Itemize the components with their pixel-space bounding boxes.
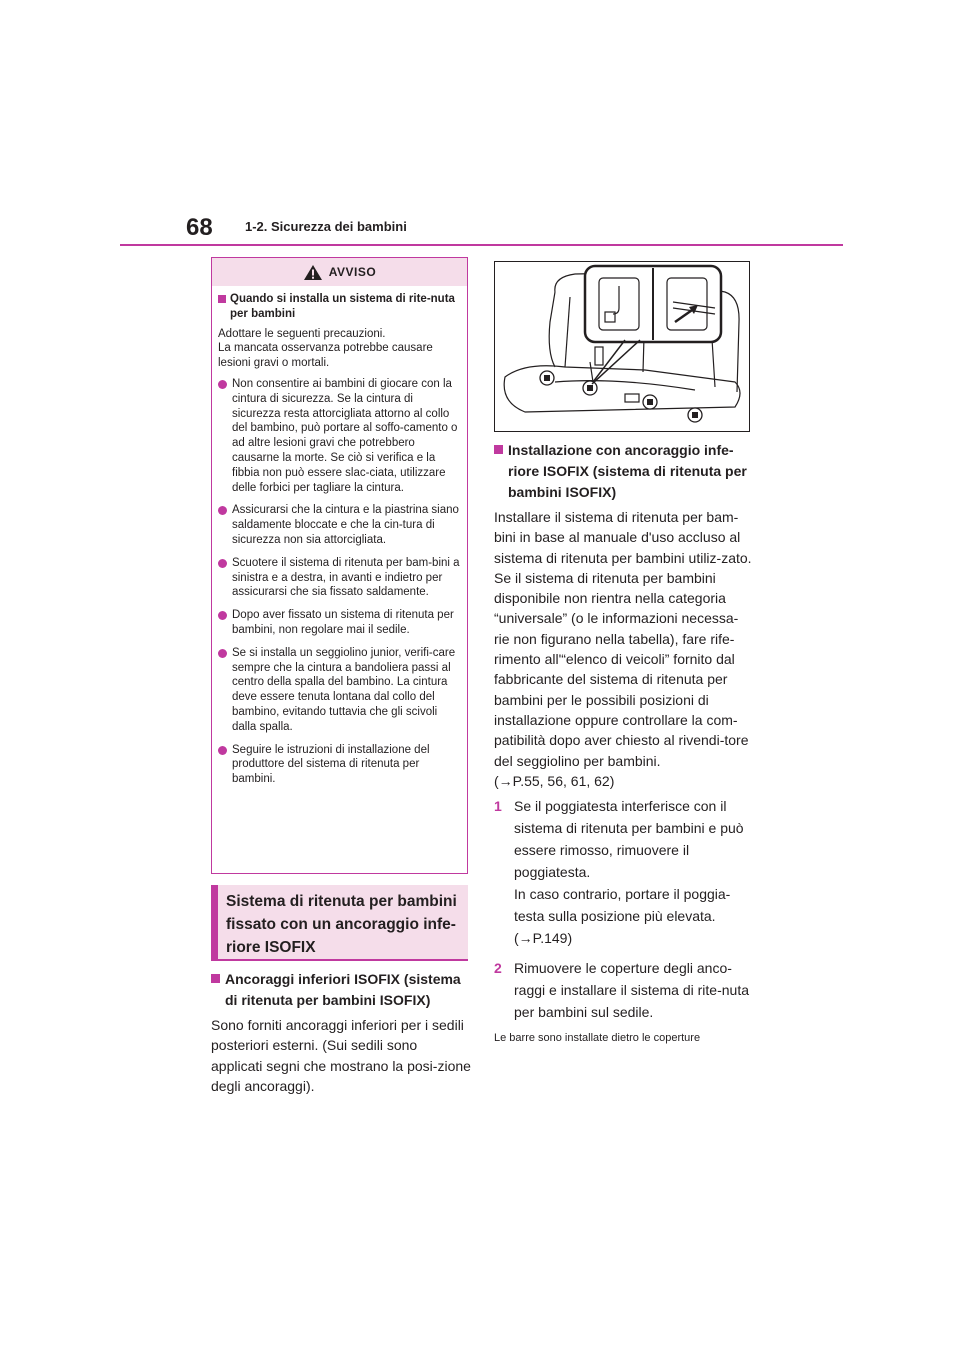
warning-triangle-icon xyxy=(303,264,323,281)
right-column xyxy=(494,440,752,1045)
square-bullet-icon xyxy=(494,445,503,454)
warning-item-text: Assicurarsi che la cintura e la piastrina siano saldamente bloccate e che la cin-tura di sicurezza non sia attorcigliata. xyxy=(232,504,459,546)
isofix-illustration xyxy=(494,261,750,432)
warning-item-text: Scuotere il sistema di ritenuta per bam-bini a sinistra e a destra, in avanti e indietro per assicurarsi che sia fissato saldamente. xyxy=(232,556,460,599)
warning-item xyxy=(218,608,461,638)
bullet-dot-icon xyxy=(218,611,227,620)
warning-item xyxy=(218,646,461,735)
warning-box xyxy=(211,257,468,874)
warning-item xyxy=(218,743,461,787)
step-text: Se il poggiatesta interferisce con il sistema di ritenuta per bambini e può essere rimosso, rimuovere il poggiatesta. In caso contrario, portare il poggia-testa sulla posizione più elevata. (→P.149) xyxy=(514,798,744,947)
figure-caption: Le barre sono installate dietro le coperture xyxy=(494,1032,701,1045)
warning-intro: Adottare le seguenti precauzioni. La mancata osservanza potrebbe causare lesioni gravi o mortali. xyxy=(218,327,433,370)
step-item xyxy=(494,795,752,949)
step-number: 1 xyxy=(494,798,502,815)
bullet-dot-icon xyxy=(218,559,227,568)
rear-seat-isofix-illustration xyxy=(495,262,749,431)
isofix-section-heading: Sistema di ritenuta per bambini fissato con un ancoraggio infe-riore ISOFIX xyxy=(211,885,468,961)
step-text: Rimuovere le coperture degli anco-raggi e installare il sistema di rite-nuta per bambini sul sedile. xyxy=(514,960,749,1021)
warning-title: AVVISO xyxy=(328,265,377,279)
warning-subheading-text: Quando si installa un sistema di rite-nuta per bambini xyxy=(230,293,455,320)
step-item xyxy=(494,957,752,1023)
bullet-dot-icon xyxy=(218,649,227,658)
install-text: Installare il sistema di ritenuta per bam-bini in base al manuale d'uso accluso al sistema di ritenuta per bambini utiliz-zato. Se il sistema di ritenuta per bambini disponibile non rientra nella categoria “universale” (o le informazioni necessa-rie non figurano nella tabella), fare rife-rimento all'“elenco di veicoli” fornito dal fabbricante del sistema di ritenuta per bambini per le possibili posizioni di installazione oppure controllare la com-patibilità dopo aver chiesto al rivendi-tore del seggiolino per bambini. (→P.55, 56, 61, 62) xyxy=(494,509,752,789)
warning-subheading xyxy=(218,292,461,322)
section-title: 1-2. Sicurezza dei bambini xyxy=(245,219,407,234)
anchors-subheading-text: Ancoraggi inferiori ISOFIX (sistema di ritenuta per bambini ISOFIX) xyxy=(225,971,461,1008)
anchors-text: Sono forniti ancoraggi inferiori per i sedili posteriori esterni. (Sui sedili sono applicati segni che mostrano la posi-zione degli ancoraggi). xyxy=(211,1017,471,1094)
warning-item-text: Dopo aver fissato un sistema di ritenuta per bambini, non regolare mai il sedile. xyxy=(232,609,454,636)
warning-item-text: Se si installa un seggiolino junior, verifi-care sempre che la cintura a bandoliera passi al centro della spalla del bambino. La cintura deve essere tenuta lontana dal collo del bambino, evitando tuttavia che gli scivoli dalla spalla. xyxy=(232,646,456,733)
square-bullet-icon xyxy=(211,974,220,983)
anchors-subheading xyxy=(211,969,471,1011)
bullet-dot-icon xyxy=(218,506,227,515)
install-subheading-text: Installazione con ancoraggio infe-riore ISOFIX (sistema di ritenuta per bambini ISOFIX) xyxy=(508,442,747,500)
step-number: 2 xyxy=(494,960,502,977)
header-rule xyxy=(120,244,843,246)
warning-item-text: Non consentire ai bambini di giocare con la cintura di sicurezza. Se la cintura di sicurezza resta attorcigliata attorno al collo del bambino, può portare al soffo-camento o ad altre lesioni gravi che potrebbero causarne la morte. Se ciò si verifica e la fibbia non può essere slac-ciata, utilizzare delle forbici per tagliare la cintura. xyxy=(232,377,458,494)
warning-body xyxy=(212,286,467,787)
warning-item xyxy=(218,377,461,495)
install-subheading xyxy=(494,440,752,503)
bullet-dot-icon xyxy=(218,746,227,755)
square-bullet-icon xyxy=(218,295,226,303)
warning-header xyxy=(212,258,467,286)
warning-item-text: Seguire le istruzioni di installazione del produttore del sistema di ritenuta per bambini. xyxy=(232,743,430,786)
bullet-dot-icon xyxy=(218,380,227,389)
page-number: 68 xyxy=(186,214,213,241)
warning-item xyxy=(218,556,461,600)
left-column xyxy=(211,969,471,1096)
warning-item xyxy=(218,503,461,547)
